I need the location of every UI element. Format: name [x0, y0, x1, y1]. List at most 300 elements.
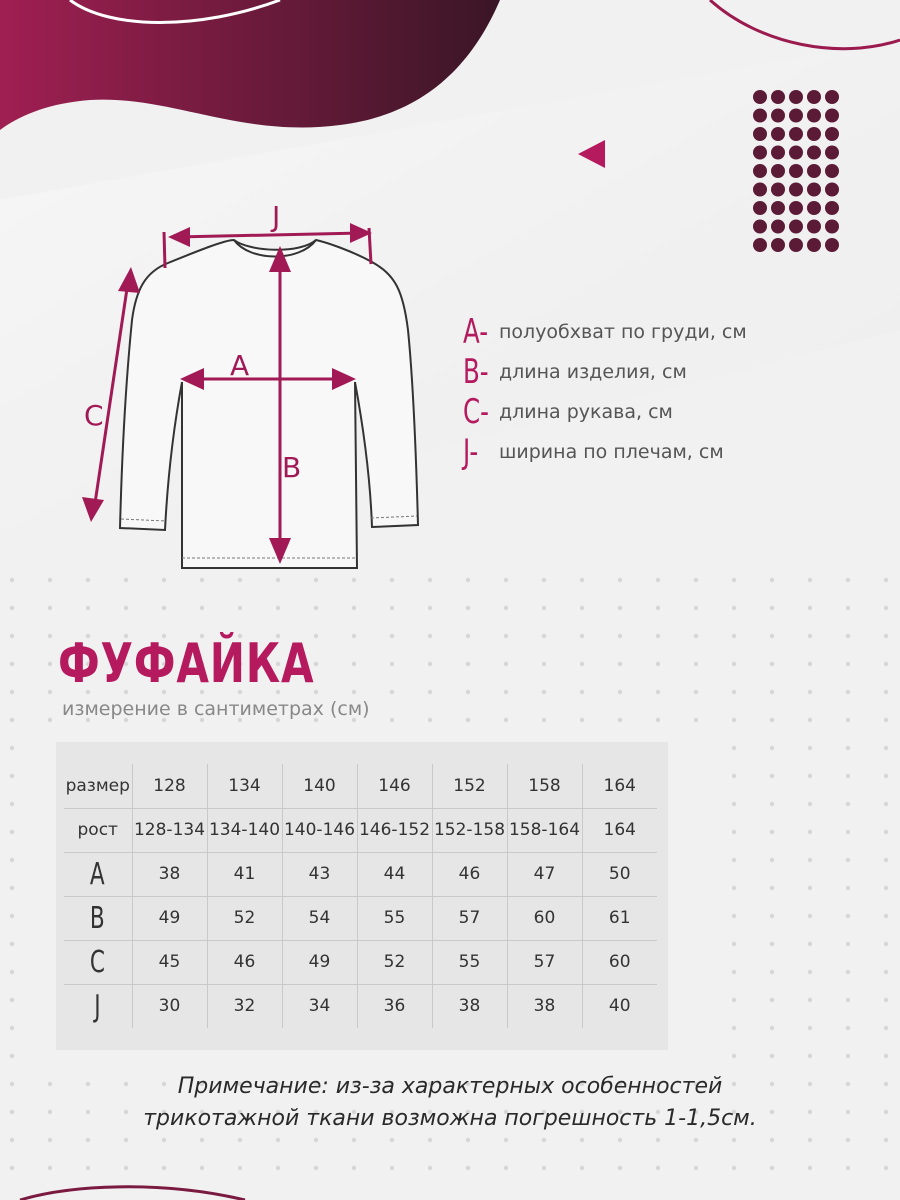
faint-dot [656, 1138, 660, 1142]
faint-dot [352, 690, 356, 694]
faint-dot [618, 690, 622, 694]
faint-dot [48, 690, 52, 694]
legend-row-b [463, 352, 747, 392]
faint-dot [770, 1166, 774, 1170]
label-a: A [230, 349, 250, 382]
faint-dot [390, 1166, 394, 1170]
legend-letter: C- [463, 392, 489, 432]
faint-dot [580, 662, 584, 666]
faint-dot [10, 914, 14, 918]
faint-dot [846, 606, 850, 610]
table-row [64, 984, 657, 1028]
faint-dot [86, 1138, 90, 1142]
table-cell: 164 [582, 808, 657, 852]
faint-dot [732, 1138, 736, 1142]
faint-dot [10, 886, 14, 890]
faint-dot [770, 662, 774, 666]
faint-dot [656, 662, 660, 666]
faint-dot [504, 578, 508, 582]
faint-dot [200, 578, 204, 582]
faint-dot [694, 606, 698, 610]
faint-dot [466, 606, 470, 610]
faint-dot [542, 1138, 546, 1142]
faint-dot [732, 1166, 736, 1170]
decor-dot [807, 164, 821, 178]
faint-dot [48, 662, 52, 666]
faint-dot [732, 1026, 736, 1030]
faint-dot [390, 1138, 394, 1142]
faint-dot [276, 606, 280, 610]
faint-dot [86, 578, 90, 582]
faint-dot [808, 914, 812, 918]
decor-dot [807, 146, 821, 160]
faint-dot [504, 662, 508, 666]
faint-dot [884, 662, 888, 666]
faint-dot [314, 634, 318, 638]
faint-dot [390, 578, 394, 582]
decor-dot [789, 238, 803, 252]
faint-dot [808, 1138, 812, 1142]
faint-dot [542, 606, 546, 610]
faint-dot [808, 718, 812, 722]
faint-dot [162, 1166, 166, 1170]
faint-dot [428, 634, 432, 638]
table-cell: 34 [282, 984, 357, 1028]
faint-dot [10, 998, 14, 1002]
faint-dot [124, 606, 128, 610]
note-line-1: Примечание: из-за характерных особенностей [177, 1074, 723, 1099]
faint-dot [656, 718, 660, 722]
page-subtitle: измерение в сантиметрах (см) [62, 698, 370, 720]
faint-dot [428, 578, 432, 582]
faint-dot [10, 578, 14, 582]
faint-dot [86, 1166, 90, 1170]
faint-dot [770, 1138, 774, 1142]
faint-dot [884, 1054, 888, 1058]
decor-dot [753, 238, 767, 252]
faint-dot [10, 802, 14, 806]
faint-dot [884, 830, 888, 834]
bottom-left-arc [20, 1187, 245, 1200]
faint-dot [808, 578, 812, 582]
faint-dot [884, 1026, 888, 1030]
faint-dot [656, 690, 660, 694]
legend-letter: B- [463, 352, 489, 392]
table-cell: 57 [507, 940, 582, 984]
faint-dot [770, 606, 774, 610]
faint-dot [10, 690, 14, 694]
faint-dot [314, 1138, 318, 1142]
faint-dot [390, 634, 394, 638]
faint-dot [428, 606, 432, 610]
faint-dot [694, 690, 698, 694]
table-cell: 52 [357, 940, 432, 984]
decor-dot [771, 146, 785, 160]
legend-text: полуобхват по груди, см [499, 321, 747, 343]
faint-dot [808, 662, 812, 666]
decor-dot [753, 127, 767, 141]
table-cell: 44 [357, 852, 432, 896]
faint-dot [48, 578, 52, 582]
table-row [64, 896, 657, 940]
decor-dot [825, 220, 839, 234]
table-cell: 45 [132, 940, 207, 984]
faint-dot [542, 634, 546, 638]
legend-row-j [463, 432, 747, 472]
table-cell: 158 [507, 764, 582, 808]
decor-dot [789, 146, 803, 160]
faint-dot [10, 774, 14, 778]
faint-dot [732, 998, 736, 1002]
table-cell: 43 [282, 852, 357, 896]
decor-dot [807, 238, 821, 252]
row-label [64, 808, 132, 852]
decor-dot [771, 201, 785, 215]
faint-dot [10, 746, 14, 750]
faint-dot [884, 942, 888, 946]
faint-dot [428, 690, 432, 694]
table-cell: 52 [207, 896, 282, 940]
faint-dot [618, 578, 622, 582]
faint-dot [884, 578, 888, 582]
faint-dot [808, 774, 812, 778]
table-cell: 134 [207, 764, 282, 808]
decor-dot [825, 90, 839, 104]
faint-dot [770, 774, 774, 778]
decor-dot [807, 127, 821, 141]
table-cell: 60 [507, 896, 582, 940]
faint-dot [238, 606, 242, 610]
decor-dot [789, 127, 803, 141]
faint-dot [618, 718, 622, 722]
decor-dot [753, 164, 767, 178]
faint-dot [770, 690, 774, 694]
faint-dot [10, 830, 14, 834]
faint-dot [884, 1166, 888, 1170]
faint-dot [618, 606, 622, 610]
decor-dot [771, 127, 785, 141]
table-cell: 158-164 [507, 808, 582, 852]
legend-letter: J- [463, 432, 479, 472]
faint-dot [884, 634, 888, 638]
decor-dot [825, 238, 839, 252]
faint-dot [86, 606, 90, 610]
faint-dot [846, 802, 850, 806]
faint-dot [580, 634, 584, 638]
faint-dot [884, 774, 888, 778]
faint-dot [732, 830, 736, 834]
faint-dot [162, 606, 166, 610]
table-cell: 140-146 [282, 808, 357, 852]
table-cell: 46 [432, 852, 507, 896]
faint-dot [884, 690, 888, 694]
faint-dot [466, 634, 470, 638]
faint-dot [884, 718, 888, 722]
faint-dot [732, 886, 736, 890]
faint-dot [846, 718, 850, 722]
faint-dot [694, 1138, 698, 1142]
faint-dot [846, 942, 850, 946]
faint-dot [656, 634, 660, 638]
faint-dot [428, 718, 432, 722]
faint-dot [884, 1138, 888, 1142]
top-left-wave-shape [0, 0, 500, 130]
size-table-panel [56, 742, 668, 1050]
faint-dot [846, 1166, 850, 1170]
note-line-2: трикотажной ткани возможна погрешность 1-1,5см. [143, 1106, 757, 1131]
faint-dot [732, 914, 736, 918]
faint-dot [466, 578, 470, 582]
dot-grid-decor [753, 90, 839, 252]
table-cell: 38 [132, 852, 207, 896]
faint-dot [238, 1166, 242, 1170]
faint-dot [314, 1166, 318, 1170]
faint-dot [884, 746, 888, 750]
faint-dot [580, 578, 584, 582]
decor-dot [825, 201, 839, 215]
faint-dot [732, 634, 736, 638]
legend-text: длина рукава, см [499, 401, 673, 423]
faint-dot [732, 718, 736, 722]
faint-dot [846, 578, 850, 582]
decor-dot [753, 201, 767, 215]
note [0, 1071, 900, 1135]
table-cell: 128-134 [132, 808, 207, 852]
faint-dot [10, 1138, 14, 1142]
faint-dot [846, 830, 850, 834]
faint-dot [618, 1166, 622, 1170]
faint-dot [542, 718, 546, 722]
faint-dot [352, 606, 356, 610]
faint-dot [694, 578, 698, 582]
faint-dot [884, 858, 888, 862]
table-cell: 49 [132, 896, 207, 940]
faint-dot [808, 1026, 812, 1030]
table-row [64, 940, 657, 984]
table-cell: 38 [507, 984, 582, 1028]
faint-dot [162, 1138, 166, 1142]
row-label-text: размер [65, 775, 130, 796]
decor-dot [807, 109, 821, 123]
faint-dot [732, 774, 736, 778]
faint-dot [10, 970, 14, 974]
faint-dot [580, 1138, 584, 1142]
row-label [64, 852, 132, 896]
faint-dot [10, 942, 14, 946]
faint-dot [770, 830, 774, 834]
faint-dot [580, 1166, 584, 1170]
faint-dot [656, 606, 660, 610]
table-cell: 152-158 [432, 808, 507, 852]
table-row [64, 808, 657, 852]
faint-dot [428, 1166, 432, 1170]
decor-dot [753, 183, 767, 197]
measurement-legend [463, 312, 747, 472]
table-cell: 40 [582, 984, 657, 1028]
faint-dot [10, 1054, 14, 1058]
table-cell: 55 [357, 896, 432, 940]
decor-dot [825, 183, 839, 197]
faint-dot [846, 774, 850, 778]
faint-dot [10, 718, 14, 722]
row-label-text: B [90, 900, 106, 936]
faint-dot [770, 802, 774, 806]
page-title: ФУФАЙКА [58, 632, 315, 695]
table-cell: 54 [282, 896, 357, 940]
faint-dot [466, 662, 470, 666]
decor-dot [807, 90, 821, 104]
decor-dot [825, 127, 839, 141]
faint-dot [542, 578, 546, 582]
faint-dot [732, 606, 736, 610]
label-b: B [282, 451, 302, 484]
faint-dot [504, 634, 508, 638]
decor-dot [771, 220, 785, 234]
table-cell: 128 [132, 764, 207, 808]
faint-dot [124, 1138, 128, 1142]
table-cell: 57 [432, 896, 507, 940]
faint-dot [238, 578, 242, 582]
faint-dot [656, 578, 660, 582]
faint-dot [10, 1166, 14, 1170]
decor-dot [789, 90, 803, 104]
legend-letter: A- [463, 312, 489, 352]
row-label [64, 984, 132, 1028]
faint-dot [846, 858, 850, 862]
legend-text: ширина по плечам, см [499, 441, 724, 463]
faint-dot [314, 578, 318, 582]
faint-dot [732, 578, 736, 582]
faint-dot [732, 802, 736, 806]
faint-dot [808, 886, 812, 890]
decor-dot [771, 109, 785, 123]
faint-dot [162, 578, 166, 582]
faint-dot [618, 662, 622, 666]
decor-dot [825, 164, 839, 178]
faint-dot [732, 970, 736, 974]
faint-dot [808, 690, 812, 694]
faint-dot [770, 886, 774, 890]
table-cell: 49 [282, 940, 357, 984]
faint-dot [808, 970, 812, 974]
faint-dot [428, 662, 432, 666]
decor-dot [807, 201, 821, 215]
legend-row-c [463, 392, 747, 432]
table-cell: 32 [207, 984, 282, 1028]
faint-dot [694, 662, 698, 666]
faint-dot [770, 970, 774, 974]
faint-dot [504, 1138, 508, 1142]
faint-dot [200, 1166, 204, 1170]
faint-dot [124, 1166, 128, 1170]
faint-dot [276, 578, 280, 582]
faint-dot [352, 1166, 356, 1170]
faint-dot [770, 746, 774, 750]
decor-dot [771, 90, 785, 104]
size-table [64, 764, 657, 1028]
faint-dot [314, 662, 318, 666]
decor-dot [789, 109, 803, 123]
faint-dot [352, 578, 356, 582]
decor-dot [789, 201, 803, 215]
faint-dot [732, 1054, 736, 1058]
table-cell: 61 [582, 896, 657, 940]
faint-dot [846, 1026, 850, 1030]
faint-dot [770, 998, 774, 1002]
faint-dot [48, 1138, 52, 1142]
faint-dot [808, 858, 812, 862]
faint-dot [884, 802, 888, 806]
faint-dot [732, 746, 736, 750]
faint-dot [846, 1138, 850, 1142]
faint-dot [542, 662, 546, 666]
row-label [64, 940, 132, 984]
faint-dot [504, 718, 508, 722]
top-right-arc [710, 0, 900, 49]
faint-dot [10, 662, 14, 666]
faint-dot [808, 830, 812, 834]
decor-dot [789, 183, 803, 197]
faint-dot [618, 1138, 622, 1142]
faint-dot [808, 1054, 812, 1058]
faint-dot [352, 1138, 356, 1142]
decor-dot [771, 238, 785, 252]
faint-dot [732, 662, 736, 666]
faint-dot [770, 942, 774, 946]
faint-dot [884, 998, 888, 1002]
faint-dot [238, 1138, 242, 1142]
faint-dot [504, 606, 508, 610]
table-cell: 50 [582, 852, 657, 896]
faint-dot [770, 914, 774, 918]
table-cell: 47 [507, 852, 582, 896]
decor-dot [807, 183, 821, 197]
faint-dot [200, 606, 204, 610]
faint-dot [846, 914, 850, 918]
table-cell: 38 [432, 984, 507, 1028]
faint-dot [542, 690, 546, 694]
table-cell: 140 [282, 764, 357, 808]
row-label-text: A [90, 856, 106, 892]
faint-dot [390, 718, 394, 722]
row-label [64, 764, 132, 808]
faint-dot [884, 970, 888, 974]
faint-dot [504, 1166, 508, 1170]
decor-dot [789, 164, 803, 178]
decor-dot [807, 220, 821, 234]
row-label [64, 896, 132, 940]
table-cell: 146-152 [357, 808, 432, 852]
faint-dot [618, 634, 622, 638]
faint-dot [694, 718, 698, 722]
faint-dot [504, 690, 508, 694]
faint-dot [846, 634, 850, 638]
decor-dot [753, 90, 767, 104]
decor-dot [753, 146, 767, 160]
faint-dot [428, 1138, 432, 1142]
decor-dot [771, 183, 785, 197]
table-cell: 146 [357, 764, 432, 808]
faint-dot [466, 1166, 470, 1170]
faint-dot [770, 1026, 774, 1030]
faint-dot [884, 886, 888, 890]
faint-dot [10, 858, 14, 862]
faint-dot [884, 606, 888, 610]
faint-dot [276, 1138, 280, 1142]
faint-dot [770, 718, 774, 722]
table-cell: 164 [582, 764, 657, 808]
faint-dot [694, 1166, 698, 1170]
